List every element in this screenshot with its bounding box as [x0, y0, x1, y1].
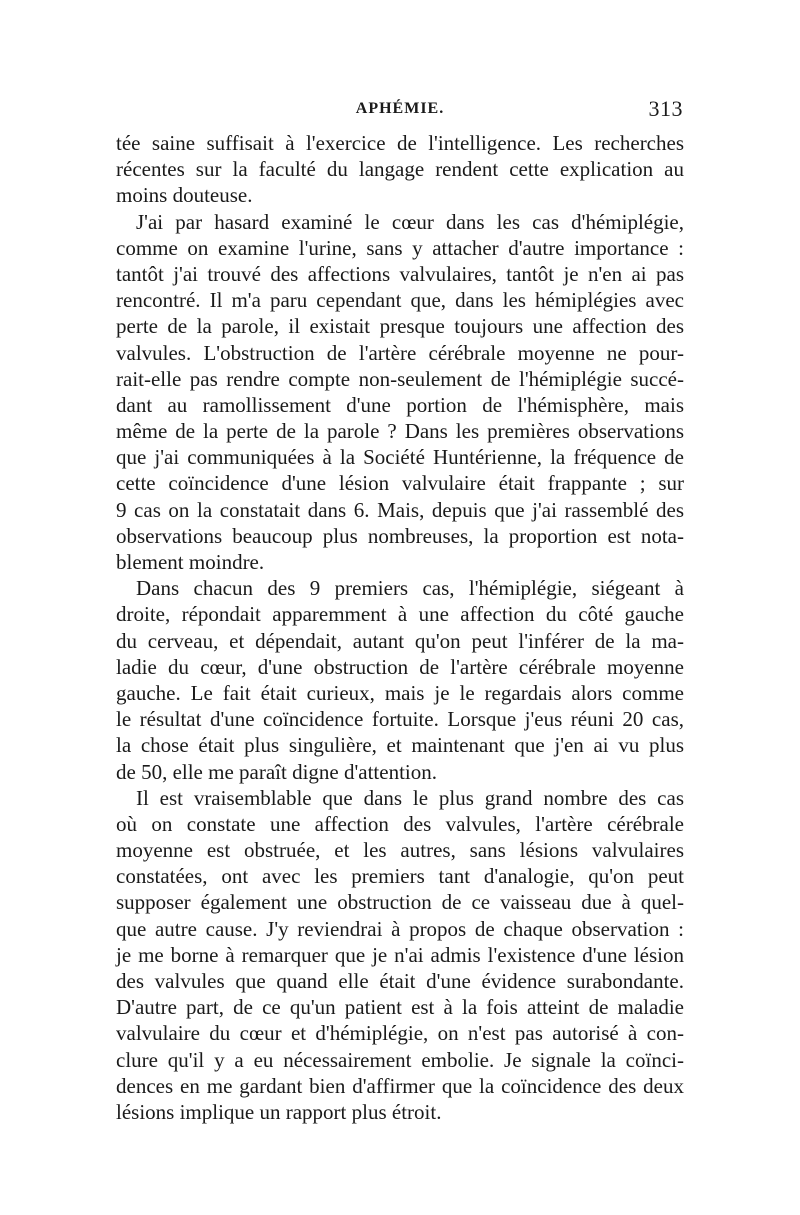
text-line: ladie du cœur, d'une obstruction de l'artère cérébrale moyenne	[116, 654, 684, 679]
text-line: cette coïncidence d'une lésion valvulaire était frappante ; sur	[116, 471, 684, 496]
page-header	[0, 96, 800, 126]
text-line: que autre cause. J'y reviendrai à propos de chaque observation :	[116, 916, 684, 941]
text-line: de 50, elle me paraît digne d'attention.	[116, 759, 438, 784]
text-line: constatées, ont avec les premiers tant d'analogie, qu'on peut	[116, 864, 684, 889]
text-line: observations beaucoup plus nombreuses, la proportion est nota-	[116, 523, 684, 548]
text-line: clure qu'il y a eu nécessairement embolie. Je signale la coïnci-	[116, 1047, 684, 1072]
text-line: où on constate une affection des valvules, l'artère cérébrale	[116, 811, 684, 836]
text-line: je me borne à remarquer que je n'ai admis l'existence d'une lésion	[116, 942, 684, 967]
text-line: tée saine suffisait à l'exercice de l'intelligence. Les recherches	[116, 131, 684, 155]
paragraph-start-line: Il est vraisemblable que dans le plus grand nombre des cas	[136, 785, 684, 810]
text-line: récentes sur la faculté du langage rendent cette explication au	[116, 157, 684, 182]
text-line: rencontré. Il m'a paru cependant que, dans les hémiplégies avec	[116, 288, 684, 313]
text-line: valvulaire du cœur et d'hémiplégie, on n'est pas autorisé à con-	[116, 1021, 684, 1046]
text-line: que j'ai communiquées à la Société Huntérienne, la fréquence de	[116, 445, 684, 470]
text-line: le résultat d'une coïncidence fortuite. Lorsque j'eus réuni 20 cas,	[116, 707, 684, 732]
paragraph-start-line: Dans chacun des 9 premiers cas, l'hémiplégie, siégeant à	[136, 576, 684, 601]
body-text	[116, 130, 684, 1125]
text-line: gauche. Le fait était curieux, mais je le regardais alors comme	[116, 680, 684, 705]
text-line: droite, répondait apparemment à une affection du côté gauche	[116, 602, 684, 627]
text-line: lésions implique un rapport plus étroit.	[116, 1099, 442, 1124]
text-line: dences en me gardant bien d'affirmer que la coïncidence des deux	[116, 1073, 684, 1098]
paragraph-start-line: J'ai par hasard examiné le cœur dans les cas d'hémiplégie,	[136, 209, 684, 234]
text-line: la chose était plus singulière, et maintenant que j'en ai vu plus	[116, 733, 684, 758]
text-line: rait-elle pas rendre compte non-seulement de l'hémiplégie succé-	[116, 366, 684, 391]
text-line: blement moindre.	[116, 550, 265, 574]
text-line: D'autre part, de ce qu'un patient est à la fois atteint de maladie	[116, 995, 684, 1020]
text-line: supposer également une obstruction de ce vaisseau due à quel-	[116, 890, 684, 915]
text-line: 9 cas on la constatait dans 6. Mais, depuis que j'ai rassemblé des	[116, 497, 684, 522]
text-line: du cerveau, et dépendait, autant qu'on peut l'inférer de la ma-	[116, 628, 684, 653]
text-line: moins douteuse.	[116, 183, 253, 208]
text-line: valvules. L'obstruction de l'artère cérébrale moyenne ne pour-	[116, 340, 684, 365]
text-line: comme on examine l'urine, sans y attacher d'autre importance :	[116, 235, 684, 260]
running-head: APHÉMIE.	[355, 100, 445, 117]
text-line: des valvules que quand elle était d'une évidence surabondante.	[116, 969, 684, 993]
text-line: même de la perte de la parole ? Dans les premières observations	[116, 419, 684, 444]
text-line: tantôt j'ai trouvé des affections valvulaires, tantôt je n'en ai pas	[116, 261, 684, 286]
text-line: moyenne est obstruée, et les autres, sans lésions valvulaires	[116, 838, 684, 863]
page-number: 313	[648, 96, 683, 121]
text-line: perte de la parole, il existait presque toujours une affection des	[116, 314, 684, 339]
text-line: dant au ramollissement d'une portion de l'hémisphère, mais	[116, 392, 684, 417]
